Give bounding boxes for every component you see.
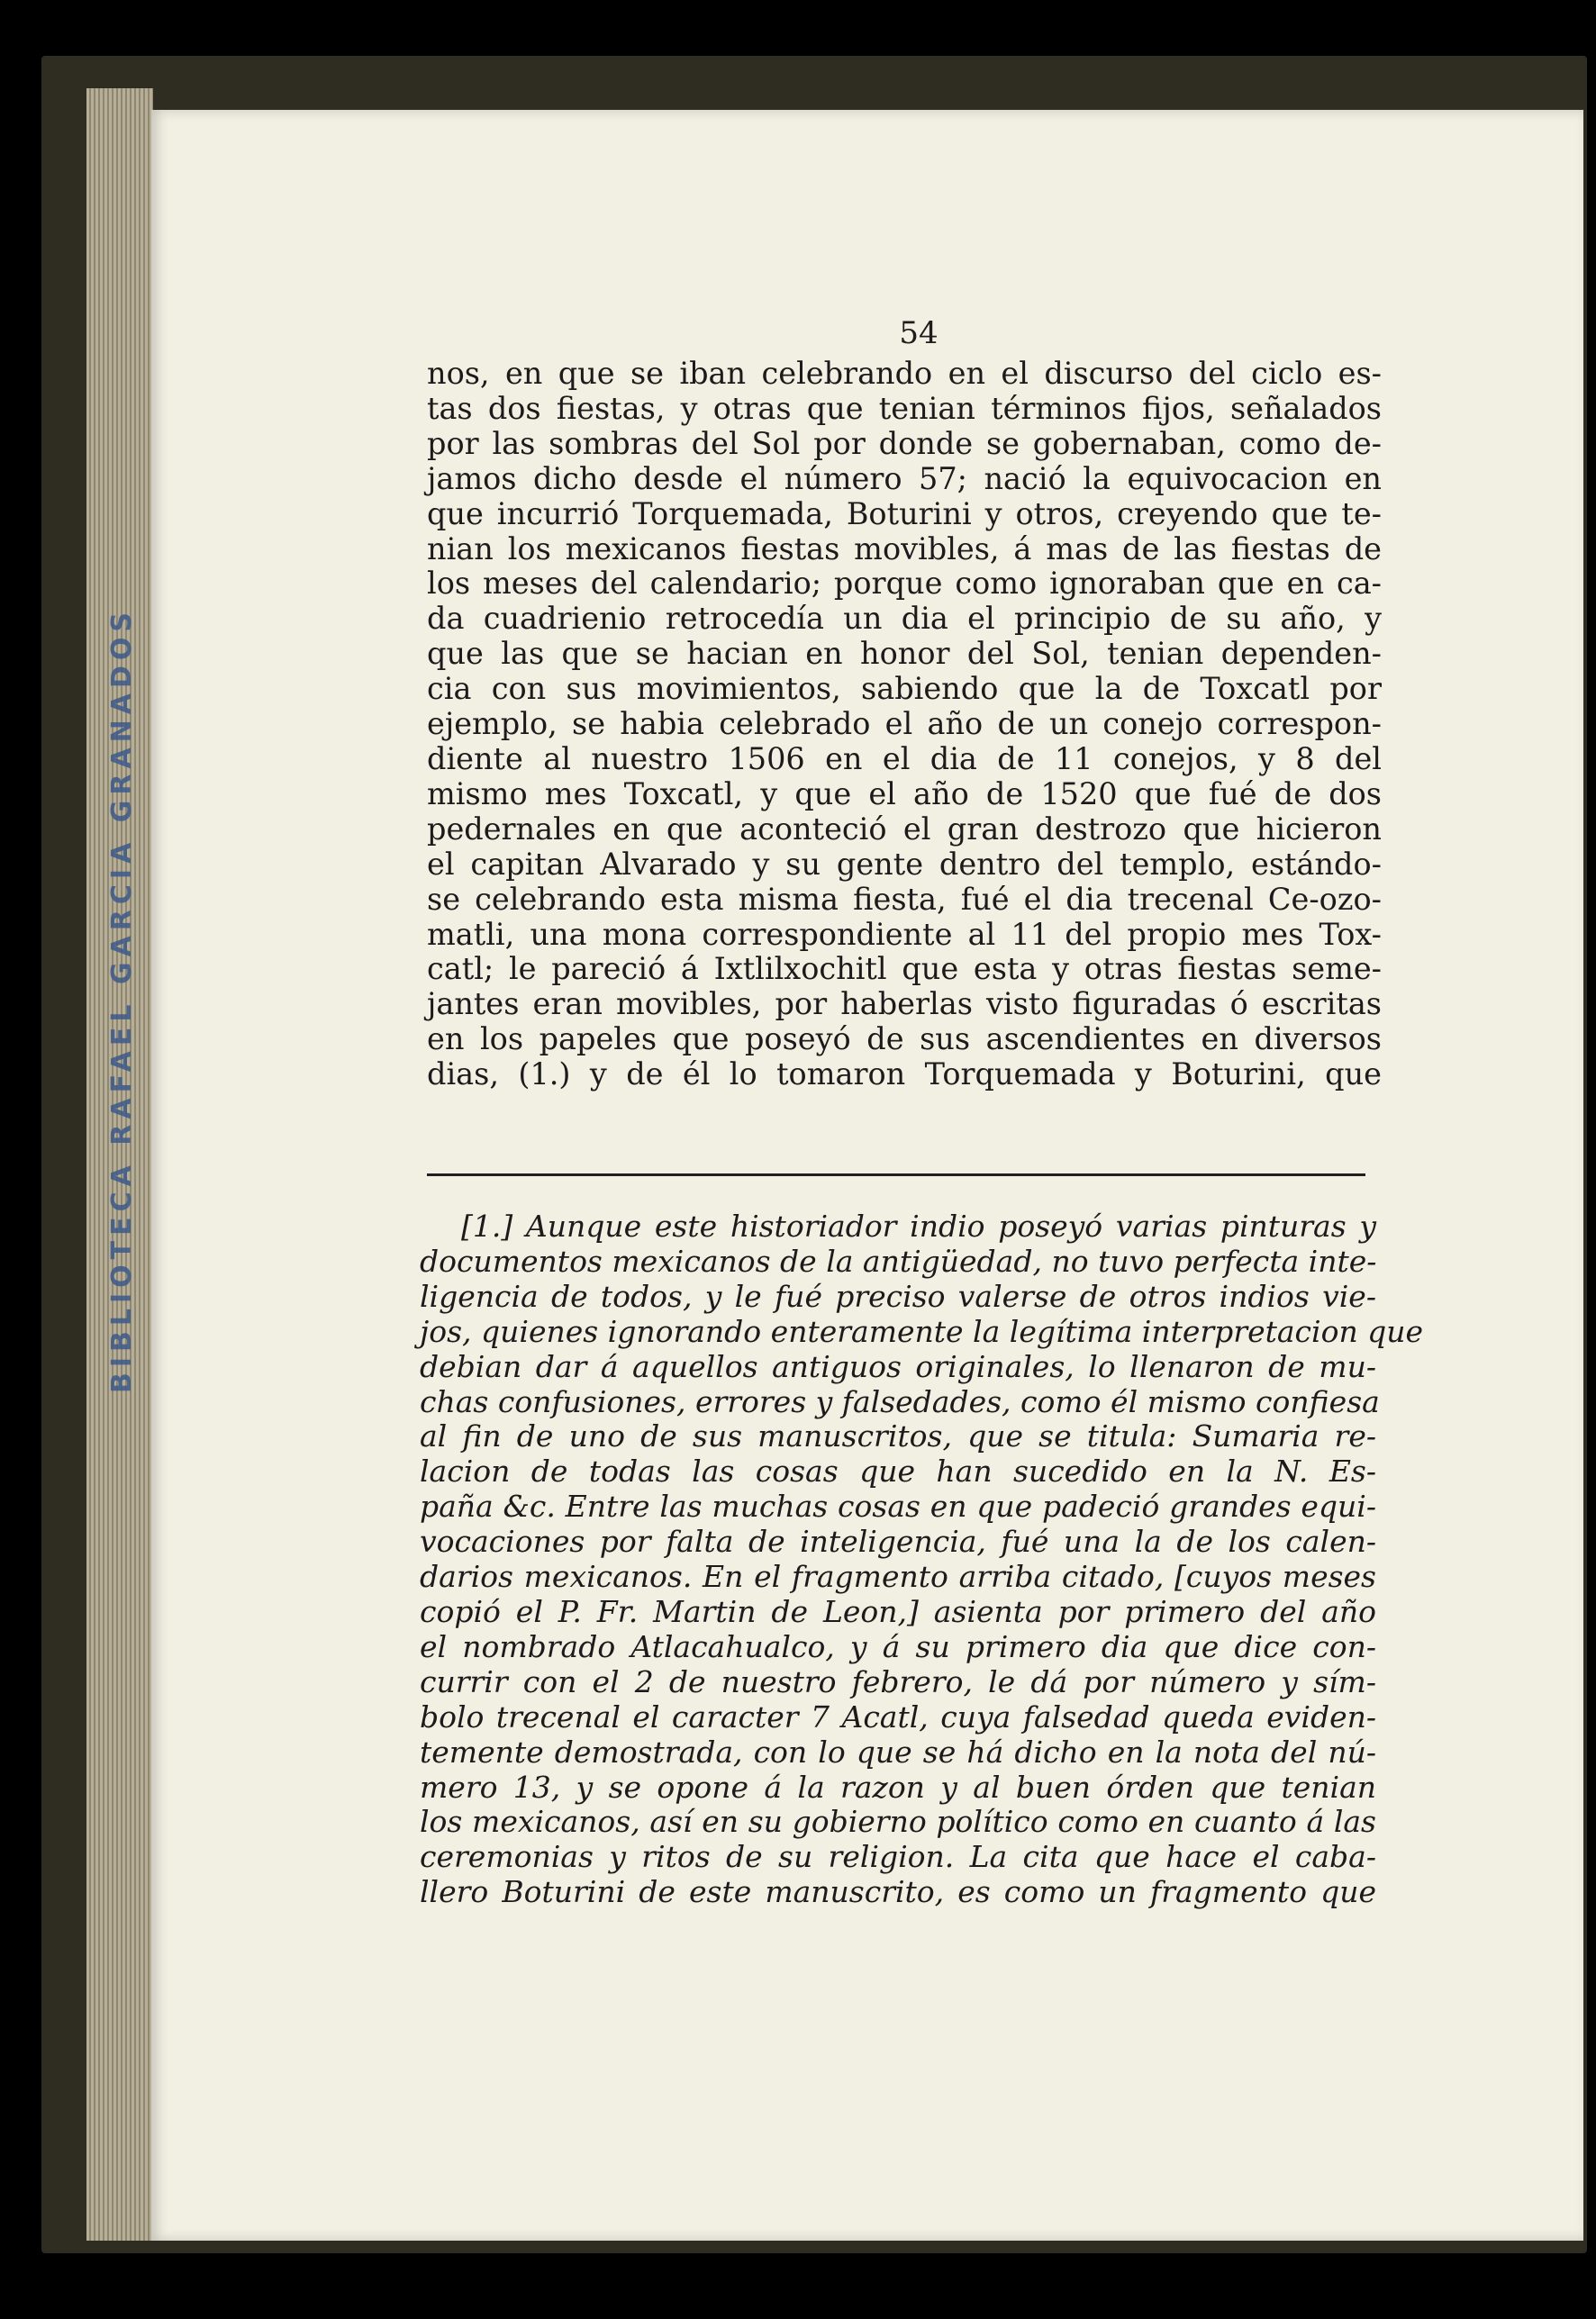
text-line: cia con sus movimientos, sabiendo que la de Toxcatl por [427, 671, 1382, 707]
text-line: el capitan Alvarado y su gente dentro del templo, estándo- [427, 846, 1382, 882]
footnote-line: vocaciones por falta de inteligencia, fué una la de los calen- [420, 1524, 1376, 1560]
text-line: ejemplo, se habia celebrado el año de un conejo correspon- [427, 706, 1382, 742]
text-line: se celebrando esta misma fiesta, fué el dia trecenal Ce-ozo- [427, 881, 1382, 917]
footnote-line: debian dar á aquellos antiguos originales, lo llenaron de mu- [420, 1348, 1376, 1384]
footnote [420, 1209, 1424, 1910]
footnote-line: bolo trecenal el caracter 7 Acatl, cuya falsedad queda eviden- [420, 1698, 1376, 1735]
text-line: catl; le pareció á Ixtlilxochitl que esta y otras fiestas seme- [427, 951, 1382, 987]
text-line: que las que se hacian en honor del Sol, tenian dependen- [427, 636, 1382, 672]
text-line: nian los mexicanos fiestas movibles, á mas de las fiestas de [427, 530, 1382, 566]
footnote-divider [427, 1173, 1365, 1176]
footnote-line: ligencia de todos, y le fué preciso valerse de otros indios vie- [420, 1278, 1376, 1314]
footnote-line: copió el P. Fr. Martin de Leon,] asienta por primero del año [420, 1593, 1376, 1629]
text-line: los meses del calendario; porque como ignoraban que en ca- [427, 566, 1382, 602]
footnote-line: al fin de uno de sus manuscritos, que se titula: Sumaria re- [420, 1418, 1376, 1454]
footnote-line: darios mexicanos. En el fragmento arriba citado, [cuyos meses [420, 1559, 1376, 1595]
text-line: mismo mes Toxcatl, y que el año de 1520 que fué de dos [427, 775, 1382, 811]
footnote-line: llero Boturini de este manuscrito, es como un fragmento que [420, 1874, 1376, 1910]
footnote-line: chas confusiones, errores y falsedades, como él mismo confiesa [420, 1383, 1380, 1419]
footnote-line: jos, quienes ignorando enteramente la legítima interpretacion que [420, 1313, 1424, 1349]
footnote-line: temente demostrada, con lo que se há dicho en la nota del nú- [420, 1734, 1376, 1770]
text-line: en los papeles que poseyó de sus ascendientes en diversos [427, 1021, 1382, 1057]
text-line: que incurrió Torquemada, Boturini y otros, creyendo que te- [427, 495, 1382, 531]
text-line: jantes eran movibles, por haberlas visto figuradas ó escritas [427, 986, 1382, 1022]
footnote-line: paña &c. Entre las muchas cosas en que padeció grandes equi- [420, 1489, 1376, 1525]
footnote-line: el nombrado Atlacahualco, y á su primero dia que dice con- [420, 1628, 1376, 1664]
text-line: diente al nuestro 1506 en el dia de 11 conejos, y 8 del [427, 740, 1382, 776]
footnote-line: currir con el 2 de nuestro febrero, le dá por número y sím- [420, 1663, 1376, 1699]
text-line: nos, en que se iban celebrando en el discurso del ciclo es- [427, 356, 1382, 391]
main-text [427, 357, 1382, 1092]
text-line: matli, una mona correspondiente al 11 del propio mes Tox- [427, 916, 1382, 952]
text-line: da cuadrienio retrocedía un dia el principio de su año, y [427, 601, 1382, 637]
text-line: dias, (1.) y de él lo tomaron Torquemada y Boturini, que [427, 1056, 1382, 1092]
library-stamp-text: BIBLIOTECA RAFAEL GARCIA GRANADOS [105, 606, 138, 1393]
footnote-line: [1.] Aunque este historiador indio poseyó varias pinturas y [461, 1209, 1376, 1244]
footnote-line: lacion de todas las cosas que han sucedido en la N. Es- [420, 1454, 1376, 1490]
text-line: pedernales en que aconteció el gran destrozo que hicieron [427, 811, 1382, 847]
text-line: jamos dicho desde el número 57; nació la equivocacion en [427, 460, 1382, 496]
footnote-line: mero 13, y se opone á la razon y al buen órden que tenian [420, 1769, 1376, 1805]
text-line: por las sombras del Sol por donde se gobernaban, como de- [427, 425, 1382, 461]
library-stamp [101, 450, 142, 1549]
text-line: tas dos fiestas, y otras que tenian términos fijos, señalados [427, 390, 1382, 426]
footnote-line: los mexicanos, así en su gobierno político como en cuanto á las [420, 1804, 1376, 1840]
page-number: 54 [899, 315, 939, 351]
footnote-line: ceremonias y ritos de su religion. La cita que hace el caba- [420, 1839, 1376, 1875]
footnote-line: documentos mexicanos de la antigüedad, no tuvo perfecta inte- [420, 1243, 1377, 1279]
